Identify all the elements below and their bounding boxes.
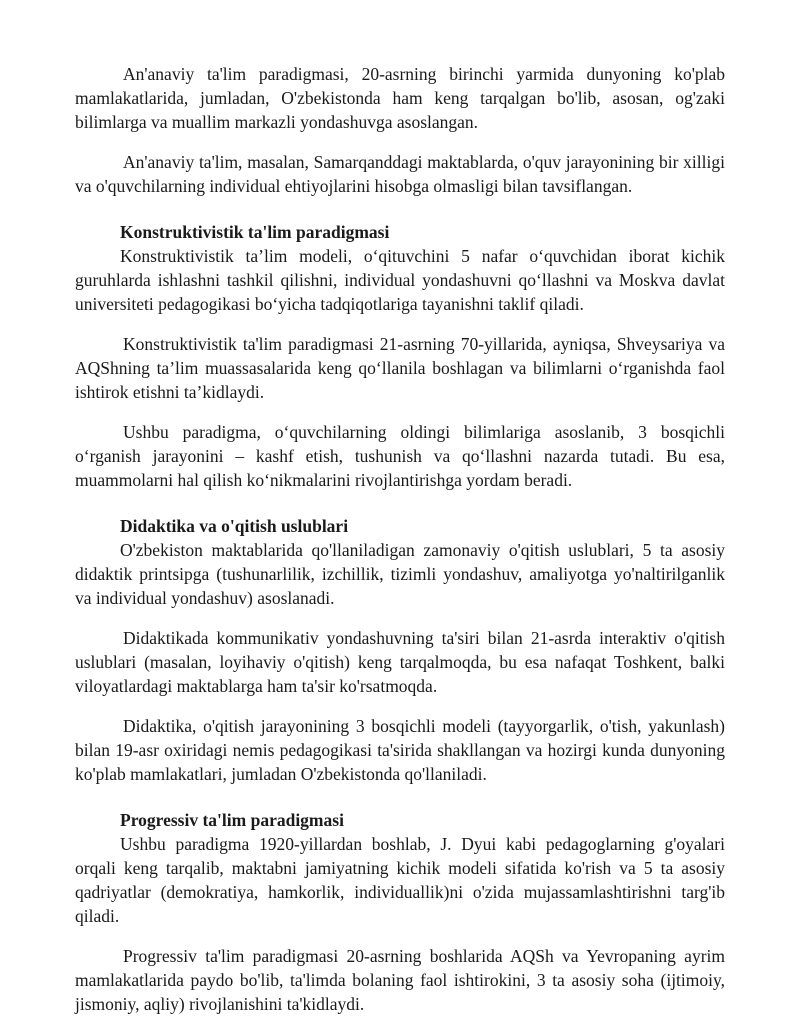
section-heading: Didaktika va o'qitish uslublari bbox=[120, 516, 349, 536]
paragraph: Ushbu paradigma, o‘quvchilarning oldingi bilimlariga asoslanib, 3 bosqichli o‘rganish jarayonini – kashf etish, tushunish va qo‘llashni nazarda tutadi. Bu esa, muammolarni hal qilish ko‘nikmalarini rivojlantirishga yordam beradi. bbox=[75, 422, 725, 490]
paragraph: Konstruktivistik ta'lim paradigmasi 21-asrning 70-yillarida, ayniqsa, Shveysariya va AQShning ta’lim muassasalarida keng qo‘llanila boshlagan va bilimlarni o‘rganishda faol ishtirok etishni ta’kidlaydi. bbox=[75, 334, 725, 402]
progressive-section bbox=[75, 808, 725, 1016]
paragraph: Didaktika, o'qitish jarayonining 3 bosqichli modeli (tayyorgarlik, o'tish, yakunlash) bilan 19-asr oxiridagi nemis pedagogikasi ta'sirida shakllangan va hozirgi kunda dunyoning ko'plab mamlakatlari, jumladan O'zbekistonda qo'llaniladi. bbox=[75, 716, 725, 784]
paragraph: Konstruktivistik ta’lim modeli, o‘qituvchini 5 nafar o‘quvchidan iborat kichik guruhlarda ishlashni tashkil qilishni, individual yondashuvni qo‘llashni va Moskva davlat universiteti pedagogikasi bo‘yicha tadqiqotlariga tayanishni taklif qiladi. bbox=[75, 246, 725, 314]
paragraph: Progressiv ta'lim paradigmasi 20-asrning boshlarida AQSh va Yevropaning ayrim mamlakatlarida paydo bo'lib, ta'limda bolaning faol ishtirokini, 3 ta asosiy soha (ijtimoiy, jismoniy, aqliy) rivojlanishini ta'kidlaydi. bbox=[75, 946, 725, 1014]
section-heading: Progressiv ta'lim paradigmasi bbox=[120, 810, 344, 830]
paragraph: O'zbekiston maktablarida qo'llaniladigan zamonaviy o'qitish uslublari, 5 ta asosiy didaktik printsipga (tushunarlilik, izchillik, tizimli yondashuv, amaliyotga yo'naltirilganlik va individual yondashuv) asoslanadi. bbox=[75, 540, 725, 608]
didactics-section bbox=[75, 514, 725, 786]
paragraph: Ushbu paradigma 1920-yillardan boshlab, J. Dyui kabi pedagoglarning g'oyalari orqali keng tarqalib, maktabni jamiyatning kichik modeli sifatida ko'rish va 5 ta asosiy qadriyatlar (demokratiya, hamkorlik, individuallik)ni o'zida mujassamlashtirishni targ'ib qiladi. bbox=[75, 834, 725, 926]
constructivist-section bbox=[75, 220, 725, 492]
paragraph: An'anaviy ta'lim, masalan, Samarqanddagi maktablarda, o'quv jarayonining bir xilligi va o'quvchilarning individual ehtiyojlarini hisobga olmasligi bilan tavsiflangan. bbox=[75, 152, 725, 196]
intro-section bbox=[75, 62, 725, 198]
section-heading: Konstruktivistik ta'lim paradigmasi bbox=[120, 222, 390, 242]
paragraph: Didaktikada kommunikativ yondashuvning ta'siri bilan 21-asrda interaktiv o'qitish uslublari (masalan, loyihaviy o'qitish) keng tarqalmoqda, bu esa nafaqat Toshkent, balki viloyatlardagi maktablarga ham ta'sir ko'rsatmoqda. bbox=[75, 628, 725, 696]
paragraph: An'anaviy ta'lim paradigmasi, 20-asrning birinchi yarmida dunyoning ko'plab mamlakatlarida, jumladan, O'zbekistonda ham keng tarqalgan bo'lib, asosan, og'zaki bilimlarga va muallim markazli yondashuvga asoslangan. bbox=[75, 64, 725, 132]
